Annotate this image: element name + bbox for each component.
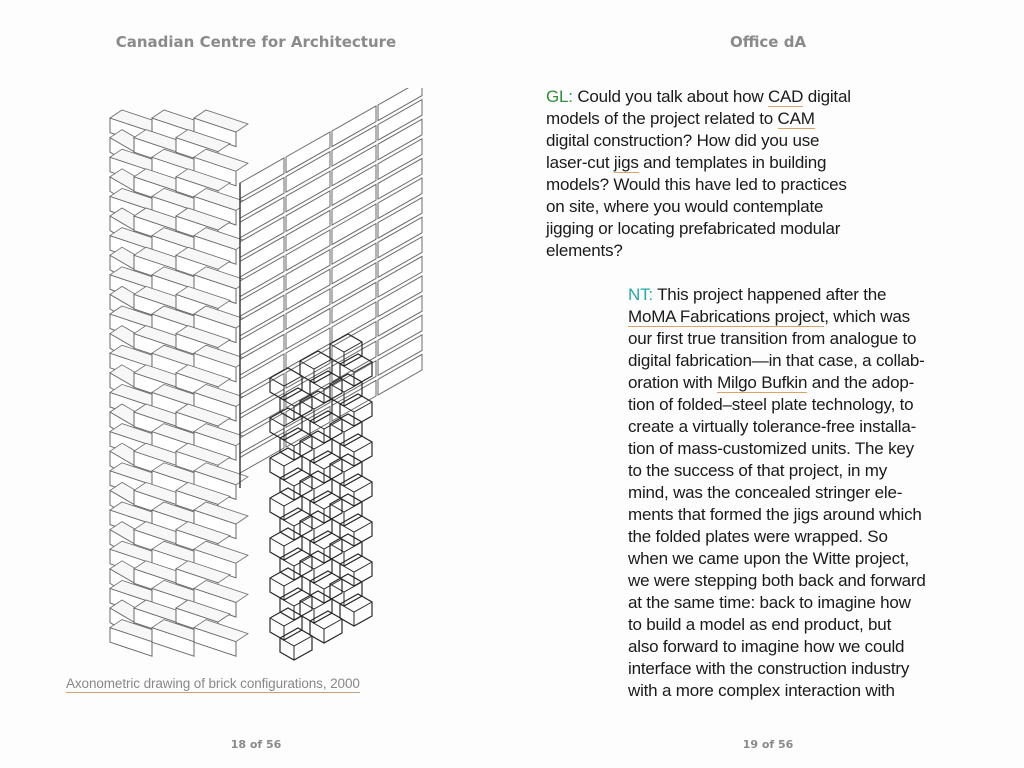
text-run: at the same time: back to imagine how [628,593,911,612]
text-line [628,416,968,438]
interview-question [546,86,896,262]
running-head-left: Canadian Centre for Architecture [115,33,397,51]
text-run: jigging or locating prefabricated modular [546,219,841,238]
text-run: the folded plates were wrapped. So [628,527,888,546]
text-run: digital fabrication—in that case, a collab- [628,351,925,370]
text-line [628,636,968,658]
brick-axonometric-drawing [100,88,440,678]
text-line [546,240,896,262]
text-run: and the adop- [807,373,915,392]
text-line [628,592,968,614]
text-line [628,350,968,372]
text-line [628,372,968,394]
right-page [512,0,1024,768]
glossary-link[interactable]: CAM [777,109,815,128]
text-line [546,130,896,152]
text-line [546,152,896,174]
text-run: , which was [824,307,910,326]
text-line [628,482,968,504]
text-run: to the success of that project, in my [628,461,888,480]
page-number-right: 19 of 56 [742,738,794,751]
text-line [628,614,968,636]
interview-answer [628,284,968,702]
text-run: elements? [546,241,623,260]
text-line [628,526,968,548]
text-run: on site, where you would contemplate [546,197,824,216]
text-line [546,174,896,196]
text-run: interface with the construction industry [628,659,910,678]
text-line [628,658,968,680]
text-run: digital construction? How did you use [546,131,820,150]
glossary-link[interactable]: MoMA Fabrications project [628,307,825,326]
text-line [546,218,896,240]
page-number-left: 18 of 56 [230,738,282,751]
text-line [546,196,896,218]
text-run: models? Would this have led to practices [546,175,847,194]
text-line [628,394,968,416]
text-run: tion of folded–steel plate technology, to [628,395,914,414]
answer-text [628,284,968,702]
text-run: when we came upon the Witte project, [628,549,910,568]
glossary-link[interactable]: CAD [767,87,804,106]
text-run: our first true transition from analogue to [628,329,917,348]
speaker-label-nt: NT: [628,285,658,304]
text-run: and templates in building [638,153,827,172]
text-run: Could you talk about how [577,87,768,106]
text-run: oration with [628,373,718,392]
text-run: ments that formed the jigs around which [628,505,922,524]
text-run: digital [803,87,851,106]
text-run: we were stepping both back and forward [628,571,926,590]
text-run: also forward to imagine how we could [628,637,905,656]
speaker-label-gl: GL: [546,87,578,106]
text-line [628,460,968,482]
text-run: laser-cut [546,153,614,172]
figure-caption[interactable]: Axonometric drawing of brick configurations, 2000 [66,676,360,691]
text-line [628,284,968,306]
text-line [546,86,896,108]
text-run: models of the project related to [546,109,778,128]
text-run: with a more complex interaction with [628,681,895,700]
text-line [628,548,968,570]
text-run: tion of mass-customized units. The key [628,439,914,458]
text-run: create a virtually tolerance-free installa- [628,417,917,436]
glossary-link[interactable]: Milgo Bufkin [717,373,808,392]
text-line [628,438,968,460]
text-line [628,504,968,526]
text-line [546,108,896,130]
glossary-link[interactable]: jigs [613,153,639,172]
text-run: This project happened after the [657,285,887,304]
text-run: to build a model as end product, but [628,615,892,634]
text-line [628,306,968,328]
text-line [628,680,968,702]
running-head-right: Office dA [729,33,807,51]
text-line [628,570,968,592]
question-text [546,86,896,262]
text-run: mind, was the concealed stringer ele- [628,483,903,502]
text-line [628,328,968,350]
